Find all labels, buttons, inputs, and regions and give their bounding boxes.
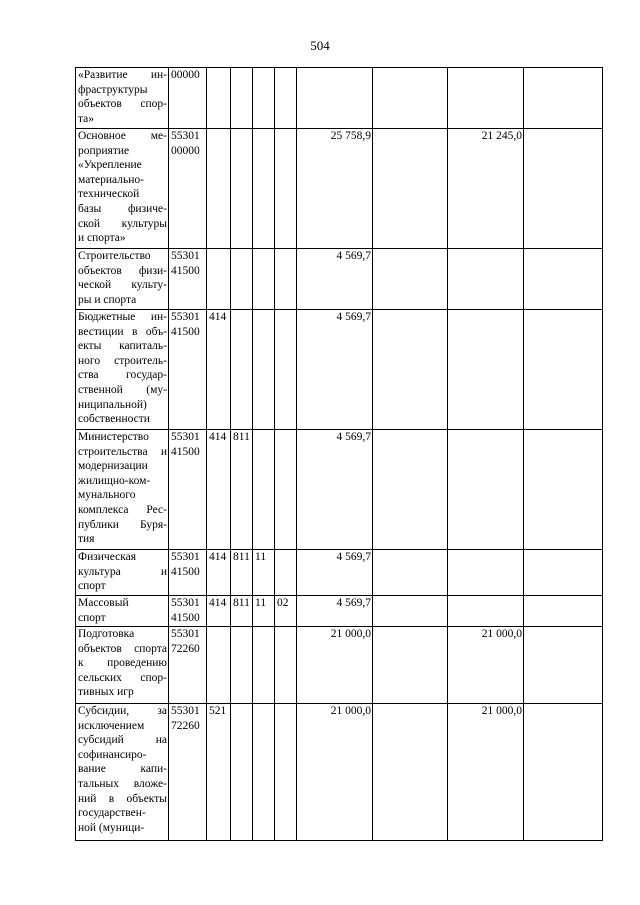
- budget-table: [75, 67, 603, 841]
- row-name-line: ной (муници-: [78, 821, 145, 834]
- csr-code-part: 41500: [171, 611, 200, 624]
- csr-code-part: 55301: [171, 597, 200, 609]
- row-name-line: государствен-: [78, 807, 146, 820]
- sum-column-2-cell: [373, 550, 448, 596]
- row-name-line: материально-: [78, 173, 144, 186]
- sum-column-3-cell: [448, 68, 524, 129]
- csr-code-part: 55301: [171, 311, 200, 323]
- sum-column-4-cell: [524, 596, 603, 627]
- csr-code-part: 00000: [171, 69, 200, 81]
- table-row: [76, 129, 603, 249]
- rz-code-cell: [253, 68, 275, 129]
- csr-code-cell: [169, 596, 207, 627]
- pr-code-cell: [275, 310, 297, 430]
- sum-column-2-cell: [373, 430, 448, 550]
- rz-code-cell: [253, 704, 275, 841]
- csr-code-part: 72260: [171, 719, 200, 732]
- grbs-code-cell: [231, 310, 253, 430]
- sum-column-4-cell: [524, 68, 603, 129]
- rz-code-cell: 11: [253, 596, 275, 627]
- grbs-code-cell: 811: [231, 596, 253, 627]
- row-name-line: Массовый: [78, 597, 129, 609]
- rz-code-cell: [253, 430, 275, 550]
- row-name-line: вестиции в объ-: [78, 325, 167, 338]
- csr-code-cell: [169, 129, 207, 249]
- sum-column-1-cell: 4 569,7: [297, 310, 373, 430]
- csr-code-part: 41500: [171, 445, 200, 458]
- sum-column-1-cell: 25 758,9: [297, 129, 373, 249]
- row-name-cell: [76, 596, 169, 627]
- sum-column-2-cell: [373, 68, 448, 129]
- row-name-line: объектов физи-: [78, 264, 167, 277]
- row-name-line: исключением: [78, 719, 145, 732]
- page-number: 504: [310, 38, 330, 53]
- csr-code-cell: [169, 249, 207, 310]
- row-name-line: и спорта»: [78, 232, 126, 245]
- row-name-line: вание капи-: [78, 763, 167, 776]
- table-row: [76, 627, 603, 704]
- sum-column-1-cell: [297, 68, 373, 129]
- row-name-line: ниципальной): [78, 398, 147, 411]
- row-name-cell: [76, 704, 169, 841]
- table-row: [76, 596, 603, 627]
- vr-code-cell: [207, 129, 231, 249]
- row-name-line: к проведению: [78, 657, 167, 670]
- csr-code-part: 55301: [171, 551, 200, 563]
- sum-column-1-cell: 21 000,0: [297, 704, 373, 841]
- table-row: [76, 310, 603, 430]
- pr-code-cell: [275, 68, 297, 129]
- sum-column-4-cell: [524, 550, 603, 596]
- csr-code-part: 72260: [171, 642, 200, 655]
- sum-column-3-cell: 21 000,0: [448, 627, 524, 704]
- csr-code-part: 41500: [171, 264, 200, 277]
- sum-column-4-cell: [524, 310, 603, 430]
- row-name-cell: [76, 310, 169, 430]
- sum-column-2-cell: [373, 596, 448, 627]
- sum-column-3-cell: 21 245,0: [448, 129, 524, 249]
- csr-code-part: 55301: [171, 431, 200, 443]
- row-name-line: публики Буря-: [78, 518, 167, 531]
- pr-code-cell: [275, 627, 297, 704]
- row-name-line: ного строитель-: [78, 354, 167, 367]
- sum-column-3-cell: [448, 596, 524, 627]
- row-name-line: Физическая: [78, 551, 137, 563]
- row-name-cell: [76, 430, 169, 550]
- grbs-code-cell: [231, 249, 253, 310]
- csr-code-part: 55301: [171, 628, 200, 640]
- row-name-line: екты капиталь-: [78, 340, 167, 353]
- row-name-line: Подготовка: [78, 628, 135, 640]
- row-name-cell: [76, 68, 169, 129]
- csr-code-cell: [169, 68, 207, 129]
- csr-code-cell: [169, 704, 207, 841]
- row-name-line: «Развитие ин-: [78, 69, 167, 81]
- rz-code-cell: [253, 627, 275, 704]
- row-name-line: тальных вложе-: [78, 777, 167, 790]
- rz-code-cell: [253, 129, 275, 249]
- row-name-line: та»: [78, 112, 95, 125]
- row-name-line: фраструктуры: [78, 83, 148, 96]
- row-name-line: базы физиче-: [78, 202, 167, 215]
- sum-column-1-cell: 4 569,7: [297, 550, 373, 596]
- row-name-line: мунального: [78, 489, 136, 502]
- row-name-line: Основное ме-: [78, 130, 167, 142]
- sum-column-4-cell: [524, 249, 603, 310]
- rz-code-cell: [253, 249, 275, 310]
- sum-column-1-cell: 4 569,7: [297, 249, 373, 310]
- row-name-line: Бюджетные ин-: [78, 311, 167, 323]
- table-row: [76, 68, 603, 129]
- row-name-line: ственной (му-: [78, 383, 167, 396]
- pr-code-cell: [275, 249, 297, 310]
- sum-column-3-cell: [448, 310, 524, 430]
- sum-column-2-cell: [373, 310, 448, 430]
- row-name-cell: [76, 129, 169, 249]
- vr-code-cell: 414: [207, 310, 231, 430]
- vr-code-cell: [207, 68, 231, 129]
- pr-code-cell: 02: [275, 596, 297, 627]
- vr-code-cell: [207, 627, 231, 704]
- csr-code-part: 55301: [171, 250, 200, 262]
- row-name-line: Субсидии, за: [78, 705, 167, 717]
- table-body: [76, 68, 603, 841]
- row-name-line: ской культуры: [78, 217, 167, 230]
- row-name-line: ры и спорта: [78, 293, 137, 306]
- csr-code-cell: [169, 627, 207, 704]
- sum-column-4-cell: [524, 704, 603, 841]
- sum-column-2-cell: [373, 249, 448, 310]
- row-name-cell: [76, 249, 169, 310]
- row-name-line: «Укрепление: [78, 159, 142, 172]
- csr-code-part: 41500: [171, 565, 200, 578]
- sum-column-1-cell: 4 569,7: [297, 596, 373, 627]
- row-name-line: субсидий на: [78, 734, 167, 747]
- row-name-line: тивных игр: [78, 686, 134, 699]
- row-name-line: ства государ-: [78, 369, 167, 382]
- sum-column-4-cell: [524, 430, 603, 550]
- row-name-line: спорт: [78, 580, 106, 593]
- rz-code-cell: 11: [253, 550, 275, 596]
- sum-column-4-cell: [524, 627, 603, 704]
- row-name-line: спорт: [78, 611, 106, 624]
- vr-code-cell: 414: [207, 550, 231, 596]
- vr-code-cell: [207, 249, 231, 310]
- row-name-line: ческой культу-: [78, 279, 167, 292]
- row-name-line: культура и: [78, 565, 167, 578]
- row-name-line: технической: [78, 188, 140, 201]
- row-name-cell: [76, 627, 169, 704]
- grbs-code-cell: [231, 704, 253, 841]
- csr-code-cell: [169, 310, 207, 430]
- row-name-line: софинансиро-: [78, 748, 147, 761]
- row-name-line: роприятие: [78, 144, 130, 157]
- row-name-line: собственности: [78, 413, 150, 426]
- pr-code-cell: [275, 129, 297, 249]
- sum-column-4-cell: [524, 129, 603, 249]
- csr-code-part: 00000: [171, 144, 200, 157]
- sum-column-3-cell: [448, 550, 524, 596]
- vr-code-cell: 414: [207, 596, 231, 627]
- row-name-line: сельских спор-: [78, 671, 167, 684]
- vr-code-cell: 521: [207, 704, 231, 841]
- pr-code-cell: [275, 704, 297, 841]
- row-name-line: Строительство: [78, 250, 151, 262]
- row-name-line: строительства и: [78, 445, 167, 458]
- grbs-code-cell: [231, 627, 253, 704]
- sum-column-2-cell: [373, 704, 448, 841]
- csr-code-part: 55301: [171, 130, 200, 142]
- grbs-code-cell: [231, 129, 253, 249]
- row-name-line: комплекса Рес-: [78, 503, 167, 516]
- sum-column-3-cell: [448, 430, 524, 550]
- sum-column-3-cell: [448, 249, 524, 310]
- grbs-code-cell: 811: [231, 550, 253, 596]
- csr-code-cell: [169, 550, 207, 596]
- grbs-code-cell: 811: [231, 430, 253, 550]
- table-row: [76, 430, 603, 550]
- sum-column-1-cell: 21 000,0: [297, 627, 373, 704]
- sum-column-2-cell: [373, 129, 448, 249]
- rz-code-cell: [253, 310, 275, 430]
- sum-column-2-cell: [373, 627, 448, 704]
- vr-code-cell: 414: [207, 430, 231, 550]
- pr-code-cell: [275, 550, 297, 596]
- row-name-line: жилищно-ком-: [78, 474, 151, 487]
- pr-code-cell: [275, 430, 297, 550]
- row-name-line: ний в объекты: [78, 792, 167, 805]
- table-row: [76, 249, 603, 310]
- grbs-code-cell: [231, 68, 253, 129]
- row-name-line: Министерство: [78, 431, 149, 443]
- row-name-line: объектов спор-: [78, 98, 167, 111]
- row-name-line: модернизации: [78, 460, 148, 473]
- csr-code-part: 55301: [171, 705, 200, 717]
- sum-column-1-cell: 4 569,7: [297, 430, 373, 550]
- table-row: [76, 704, 603, 841]
- row-name-line: объектов спорта: [78, 642, 167, 655]
- table-row: [76, 550, 603, 596]
- csr-code-part: 41500: [171, 325, 200, 338]
- csr-code-cell: [169, 430, 207, 550]
- sum-column-3-cell: 21 000,0: [448, 704, 524, 841]
- row-name-cell: [76, 550, 169, 596]
- row-name-line: тия: [78, 533, 95, 546]
